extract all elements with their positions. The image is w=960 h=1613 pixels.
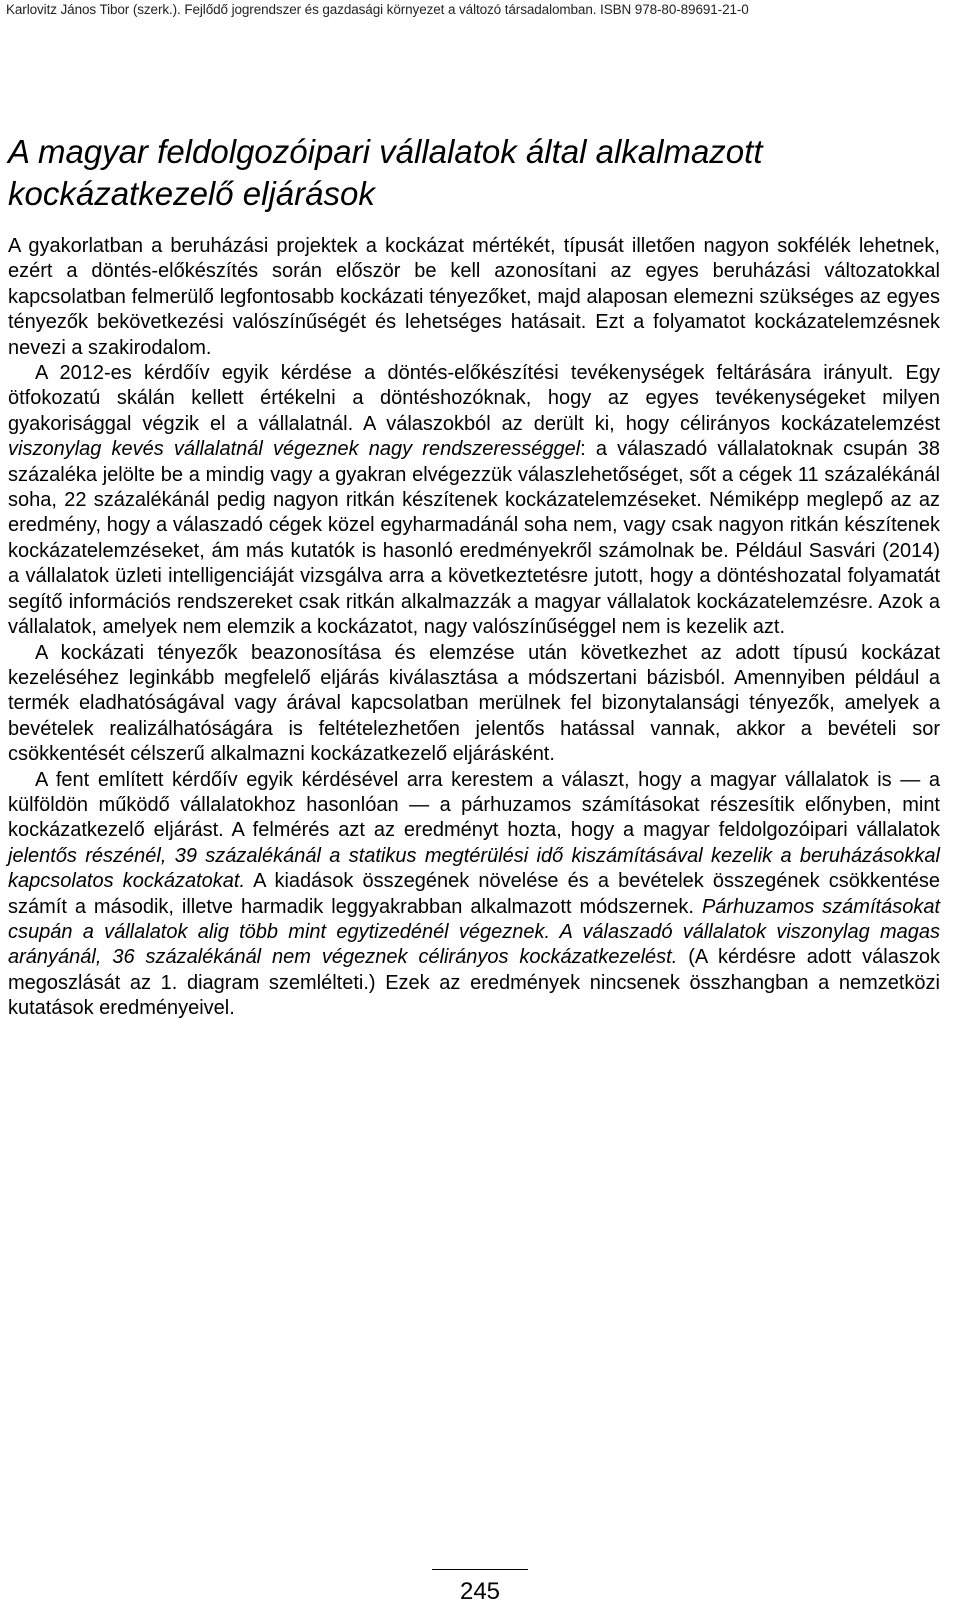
paragraph-1 <box>8 234 940 361</box>
text-run: A kockázati tényezők beazonosítása és elemzése után következhet az adott típusú kockázat kezeléséhez leginkább megfelelő eljárás kiválasztása a módszertani bázisból. Amennyiben például a termék eladhatóságával vagy árával kapcsolatban merülnek fel bizonytalansági tényezők, amelyek a bevételek realizálhatóságára is feltételezhetően jelentős hatással vannak, akkor a bevételi sor csökkentését célszerű alkalmazni kockázatkezelő eljárásként. <box>8 641 940 766</box>
page-number: 245 <box>459 1578 501 1605</box>
footer-divider <box>432 1569 528 1570</box>
paragraph-2 <box>8 361 940 640</box>
text-run: (A kérdésre adott válaszok megoszlását az 1. diagram szemlélteti.) Ezek az eredmények nincsenek összhangban a nemzetközi kutatások eredményeivel. <box>8 946 940 1020</box>
section-title-line-2: kockázatkezelő eljárások <box>8 175 375 212</box>
text-run: A gyakorlatban a beruházási projektek a kockázat mértékét, típusát illetően nagyon sokfélék lehetnek, ezért a döntés-előkészítés során először be kell azonosítani az egyes beruházási változatokkal kapcsolatban felmerülő legfontosabb kockázati tényezőket, majd alaposan elemezni szükséges az egyes tényezők bekövetkezési valószínűségét és lehetséges hatásait. Ezt a folyamatot kockázatelemzésnek nevezi a szakirodalom. <box>8 235 940 359</box>
emphasis-run: viszonylag kevés vállalatnál végeznek nagy rendszerességgel <box>8 438 581 461</box>
paragraph-4 <box>8 768 940 1022</box>
text-run: : a válaszadó vállalatoknak csupán 38 százaléka jelölte be a mindig vagy a gyakran elvégezzük válaszlehetőséget, sőt a cégek 11 százalékánál soha, 22 százalékánál pedig nagyon ritkán készítenek kockázatelemzéseket. Némiképp meglepő az az eredmény, hogy a válaszadó cégek közel egyharmadánál soha nem, vagy csak nagyon ritkán készítenek kockázatelemzéseket, ám más kutatók is hasonló eredményekről számolnak be. Például Sasvári (2014) a vállalatok üzleti intelligenciáját vizsgálva arra a következtetésre jutott, hogy a döntéshozatal folyamatát segítő információs rendszereket csak ritkán alkalmazzák a magyar vállalatok kockázatelemzésre. Azok a vállalatok, amelyek nem elemzik a kockázatot, nagy valószínűséggel nem is kezelik azt. <box>8 438 940 639</box>
running-header: Karlovitz János Tibor (szerk.). Fejlődő jogrendszer és gazdasági környezet a változó társadalomban. ISBN 978-80-89691-21-0 <box>6 2 749 17</box>
paragraph-3 <box>8 641 940 768</box>
text-run: A 2012-es kérdőív egyik kérdése a döntés-előkészítési tevékenységek feltárására irányult. Egy ötfokozatú skálán kellett értékelni a döntéshozóknak, hogy az egyes tevékenységeket milyen gyakorisággal végzik el a vállalatnál. A válaszokból az derült ki, hogy célirányos kockázatelemzést <box>8 362 940 435</box>
text-run: A kiadások összegének növelése és a bevételek összegének csökkentése számít a második, illetve harmadik leggyakrabban alkalmazott módszernek. <box>8 870 940 918</box>
emphasis-run: Párhuzamos számításokat csupán a vállalatok alig több mint egytizedénél végeznek. A válaszadó vállalatok viszonylag magas arányánál, 36 százalékánál nem végeznek célirányos kockázatkezelést. <box>8 895 941 969</box>
emphasis-run: jelentős részénél, 39 százalékánál a statikus megtérülési idő kiszámításával kezelik a beruházásokkal kapcsolatos kockázatokat. <box>8 844 940 893</box>
body-text <box>8 234 940 1022</box>
section-title <box>8 131 938 215</box>
text-run: A fent említett kérdőív egyik kérdésével arra kerestem a választ, hogy a magyar vállalatok is — a külföldön működő vállalatokhoz hasonlóan — a párhuzamos számításokat részesítik előnyben, mint kockázatkezelő eljárást. A felmérés azt az eredményt hozta, hogy a magyar feldolgozóipari vállalatok <box>8 768 940 842</box>
section-title-line-1: A magyar feldolgozóipari vállalatok által alkalmazott <box>8 133 763 170</box>
